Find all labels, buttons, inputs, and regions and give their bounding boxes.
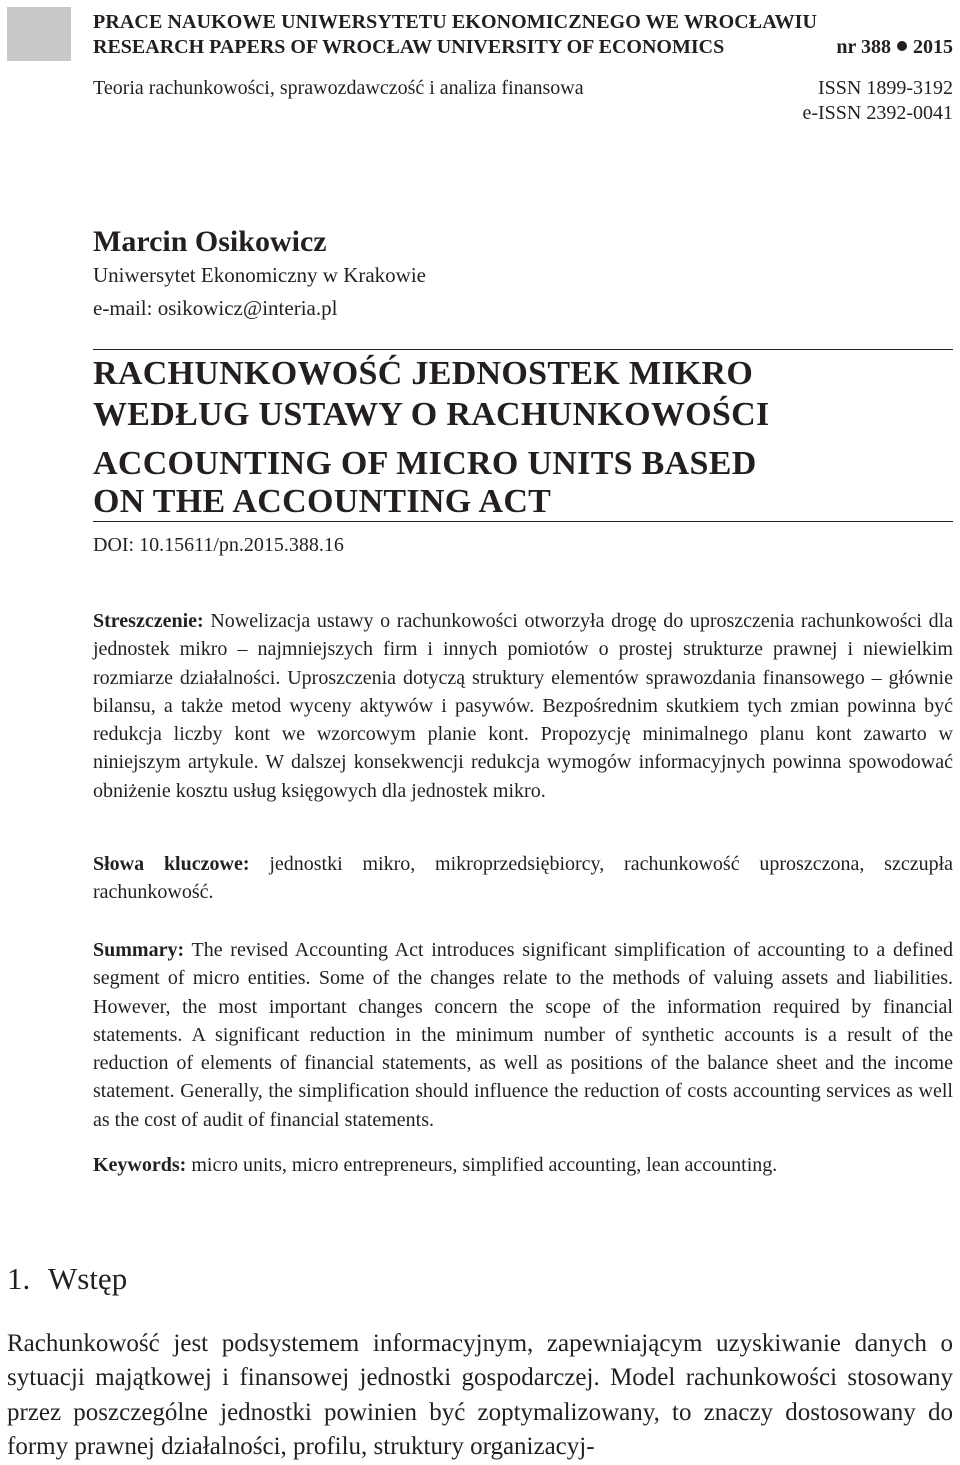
bullet-icon (897, 41, 907, 51)
section-title: Wstęp (48, 1261, 128, 1296)
header-grey-block (7, 7, 71, 61)
issue-year: 2015 (913, 36, 953, 58)
author-affiliation: Uniwersytet Ekonomiczny w Krakowie (93, 263, 426, 287)
author-name: Marcin Osikowicz (93, 225, 327, 258)
eissn: e-ISSN 2392-0041 (802, 102, 953, 124)
issn: ISSN 1899-3192 (817, 77, 953, 99)
title-en-line-2: ON THE ACCOUNTING ACT (93, 483, 552, 520)
journal-name-en: RESEARCH PAPERS OF WROCŁAW UNIVERSITY OF ECONOMICS (93, 36, 725, 58)
section-number: 1. (7, 1261, 31, 1296)
abstract-en-text: The revised Accounting Act introduces significant simplification of accounting to a defined segment of micro entities. Some of the changes relate to the methods of valuing assets and liabilities. However, the most important changes concern the scope of the information required by financial statements. A significant reduction in the minimum number of synthetic accounts is a result of the reduction of elements of financial statements, as well as positions of the balance sheet and the income statement. Generally, the simplification should influence the reduction of costs accounting services as well as the cost of audit of financial statements. (93, 939, 953, 1131)
journal-name-pl: PRACE NAUKOWE UNIWERSYTETU EKONOMICZNEGO WE WROCŁAWIU (93, 11, 818, 33)
section-heading (7, 1261, 127, 1297)
doi: DOI: 10.15611/pn.2015.388.16 (93, 534, 344, 556)
keywords-pl-label: Słowa kluczowe: (93, 853, 250, 875)
keywords-en-text: micro units, micro entrepreneurs, simplified accounting, lean accounting. (191, 1154, 778, 1176)
abstract-pl-label: Streszczenie: (93, 610, 204, 632)
title-pl-line-2: WEDŁUG USTAWY O RACHUNKOWOŚCI (93, 396, 770, 433)
issue-number: nr 388 (836, 36, 891, 58)
abstract-pl (93, 607, 953, 805)
title-en-line-1: ACCOUNTING OF MICRO UNITS BASED (93, 445, 757, 482)
title-pl-line-1: RACHUNKOWOŚĆ JEDNOSTEK MIKRO (93, 355, 754, 392)
keywords-pl-text: jednostki mikro, mikroprzedsiębiorcy, rachunkowość uproszczona, szczupła rachunkowość. (93, 853, 954, 904)
abstract-en-label: Summary: (93, 939, 185, 961)
title-divider-top (93, 349, 953, 350)
title-divider-bottom (93, 521, 953, 522)
body-paragraph: Rachunkowość jest podsystemem informacyjnym, zapewniającym uzyskiwanie danych o sytuacji majątkowej i finansowej jednostki gospodarczej. Model rachunkowości stosowany przez poszczególne jednostki powinien być zoptymalizowany, to znaczy dostosowany do formy prawnej działalności, profilu, struktury organizacyj- (7, 1330, 953, 1460)
issue-info (836, 36, 953, 59)
abstract-pl-text: Nowelizacja ustawy o rachunkowości otworzyła drogę do uproszczenia rachunkowości dla jednostek mikro – najmniejszych firm i innych pomiotów o prostej strukturze prawnej i niewielkim rozmiarze działalności. Uproszczenia dotyczą struktury elementów sprawozdania finansowego – głównie bilansu, a także metod wyceny aktywów i pasywów. Bezpośrednim skutkiem tych zmian powinna być redukcja liczby kont we wzorcowym planie kont. Propozycję minimalnego planu kont zawarto w niniejszym artykule. W dalszej konsekwencji redukcja wymogów informacyjnych powinna spowodować obniżenie kosztu usług księgowych dla jednostek mikro. (93, 610, 953, 802)
abstract-en (93, 936, 953, 1134)
keywords-pl (93, 850, 953, 907)
keywords-en-label: Keywords: (93, 1154, 187, 1176)
series-title: Teoria rachunkowości, sprawozdawczość i analiza finansowa (93, 77, 584, 99)
keywords-en (93, 1151, 953, 1179)
author-email: e-mail: osikowicz@interia.pl (93, 296, 338, 320)
